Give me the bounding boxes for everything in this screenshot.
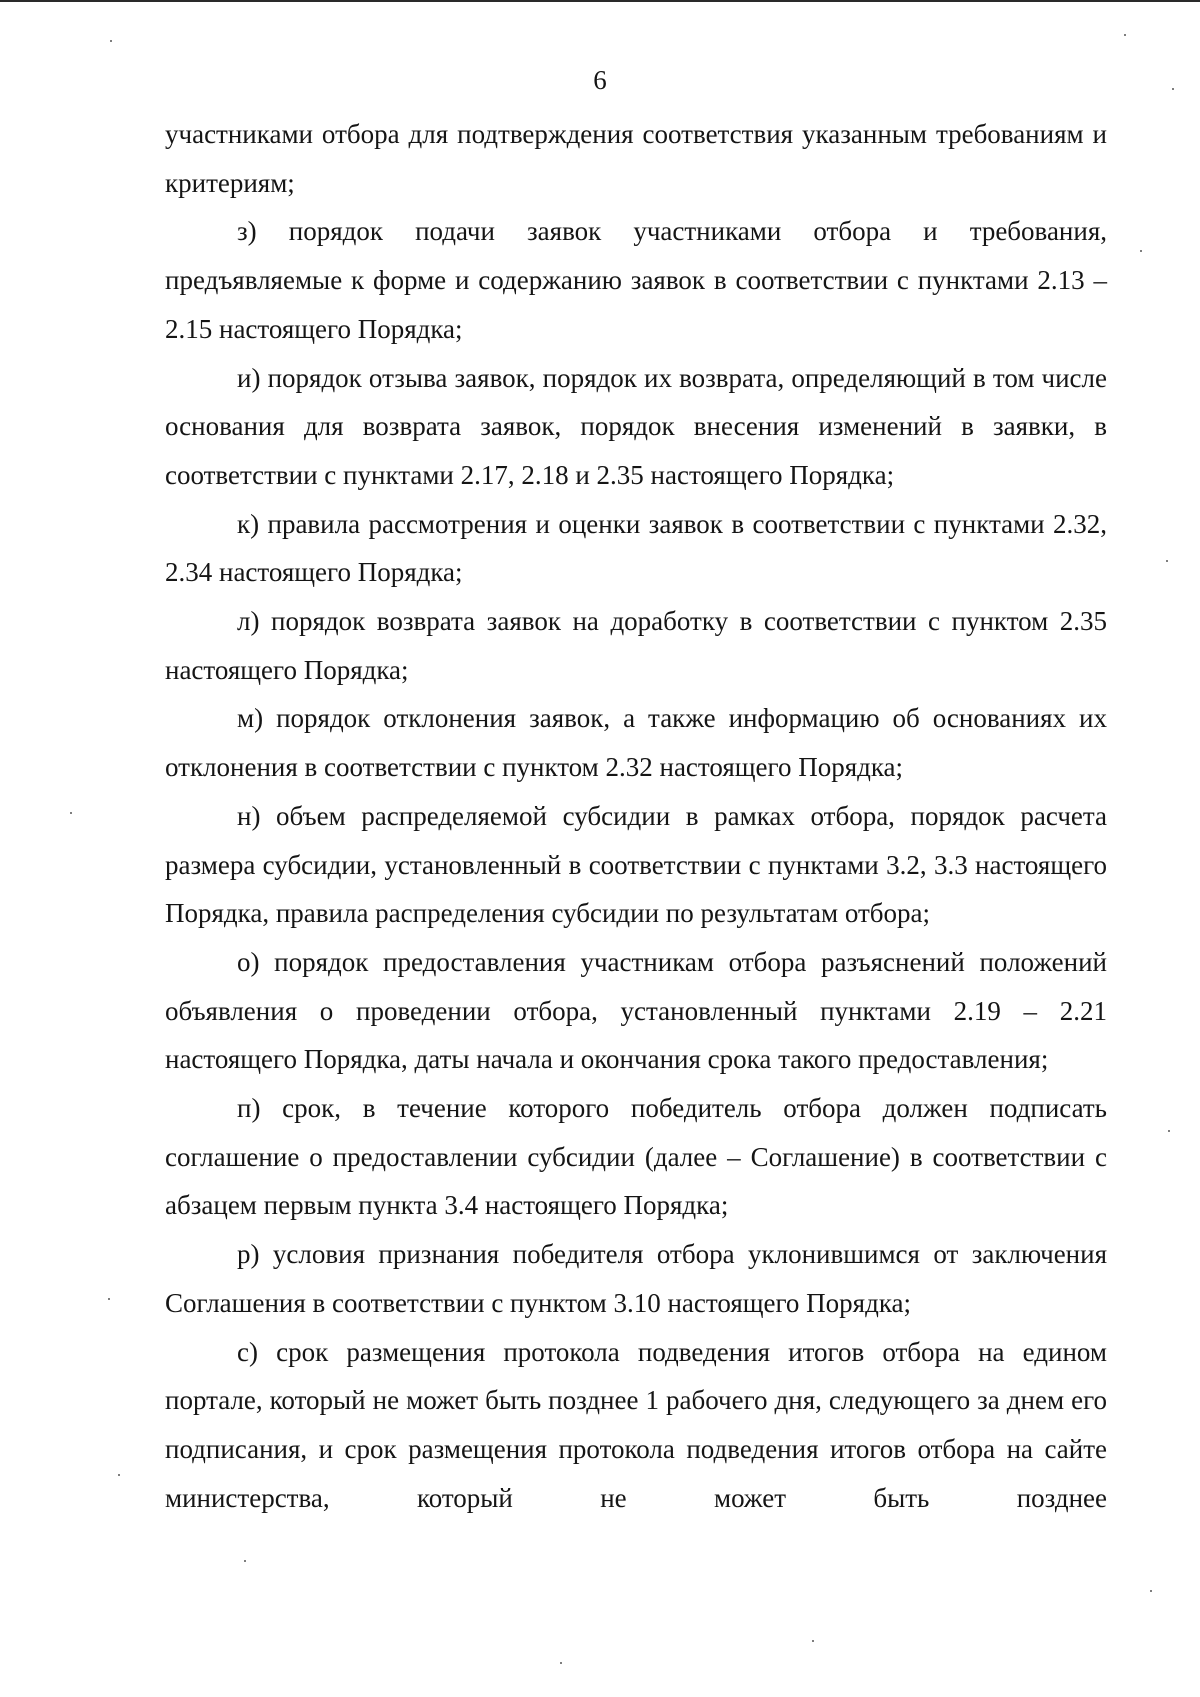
scan-speck (812, 1640, 814, 1642)
scan-top-edge (0, 0, 1200, 2)
document-body (165, 110, 1107, 1522)
paragraph-s: с) срок размещения протокола подведения итогов отбора на едином портале, который не может быть позднее 1 рабочего дня, следующего за днем его подписания, и срок размещения протокола подведения итогов отбора на сайте министерства, который не может быть позднее (165, 1336, 1107, 1513)
paragraph-continuation: участниками отбора для подтверждения соответствия указанным требованиям и критериям; (165, 119, 1107, 198)
scan-speck (1150, 1590, 1152, 1592)
scan-speck (244, 1560, 246, 1562)
paragraph-n: н) объем распределяемой субсидии в рамках отбора, порядок расчета размера субсидии, установленный в соответствии с пунктами 3.2, 3.3 настоящего Порядка, правила распределения субсидии по результатам отбора; (165, 800, 1107, 929)
paragraph-l: л) порядок возврата заявок на доработку в соответствии с пунктом 2.35 настоящего Порядка; (165, 606, 1107, 685)
scan-speck (110, 40, 112, 42)
scan-speck (560, 1662, 562, 1664)
paragraph-o: о) порядок предоставления участникам отбора разъяснений положений объявления о проведении отбора, установленный пунктами 2.19 – 2.21 настоящего Порядка, даты начала и окончания срока такого предоставления; (165, 946, 1107, 1075)
paragraph-i: и) порядок отзыва заявок, порядок их возврата, определяющий в том числе основания для возврата заявок, порядок внесения изменений в заявки, в соответствии с пунктами 2.17, 2.18 и 2.35 настоящего Порядка; (165, 362, 1107, 490)
scan-speck (1168, 1130, 1170, 1132)
scan-speck (1140, 250, 1142, 252)
paragraph-k: к) правила рассмотрения и оценки заявок в соответствии с пунктами 2.32, 2.34 настоящего Порядка; (165, 508, 1107, 588)
scan-speck (108, 1298, 110, 1300)
paragraph-z: з) порядок подачи заявок участниками отбора и требования, предъявляемые к форме и содержанию заявок в соответствии с пунктами 2.13 – 2.15 настоящего Порядка; (165, 216, 1107, 344)
scan-speck (1124, 34, 1126, 36)
page-number: 6 (593, 65, 607, 95)
scan-speck (1172, 88, 1174, 90)
scan-speck (1166, 560, 1168, 562)
paragraph-r: р) условия признания победителя отбора уклонившимся от заключения Соглашения в соответствии с пунктом 3.10 настоящего Порядка; (165, 1239, 1107, 1318)
paragraph-m: м) порядок отклонения заявок, а также информацию об основаниях их отклонения в соответствии с пунктом 2.32 настоящего Порядка; (165, 703, 1107, 783)
paragraph-p: п) срок, в течение которого победитель отбора должен подписать соглашение о предоставлении субсидии (далее – Соглашение) в соответствии с абзацем первым пункта 3.4 настоящего Порядка; (165, 1093, 1107, 1221)
scan-speck (118, 1474, 120, 1476)
scan-speck (70, 812, 72, 814)
